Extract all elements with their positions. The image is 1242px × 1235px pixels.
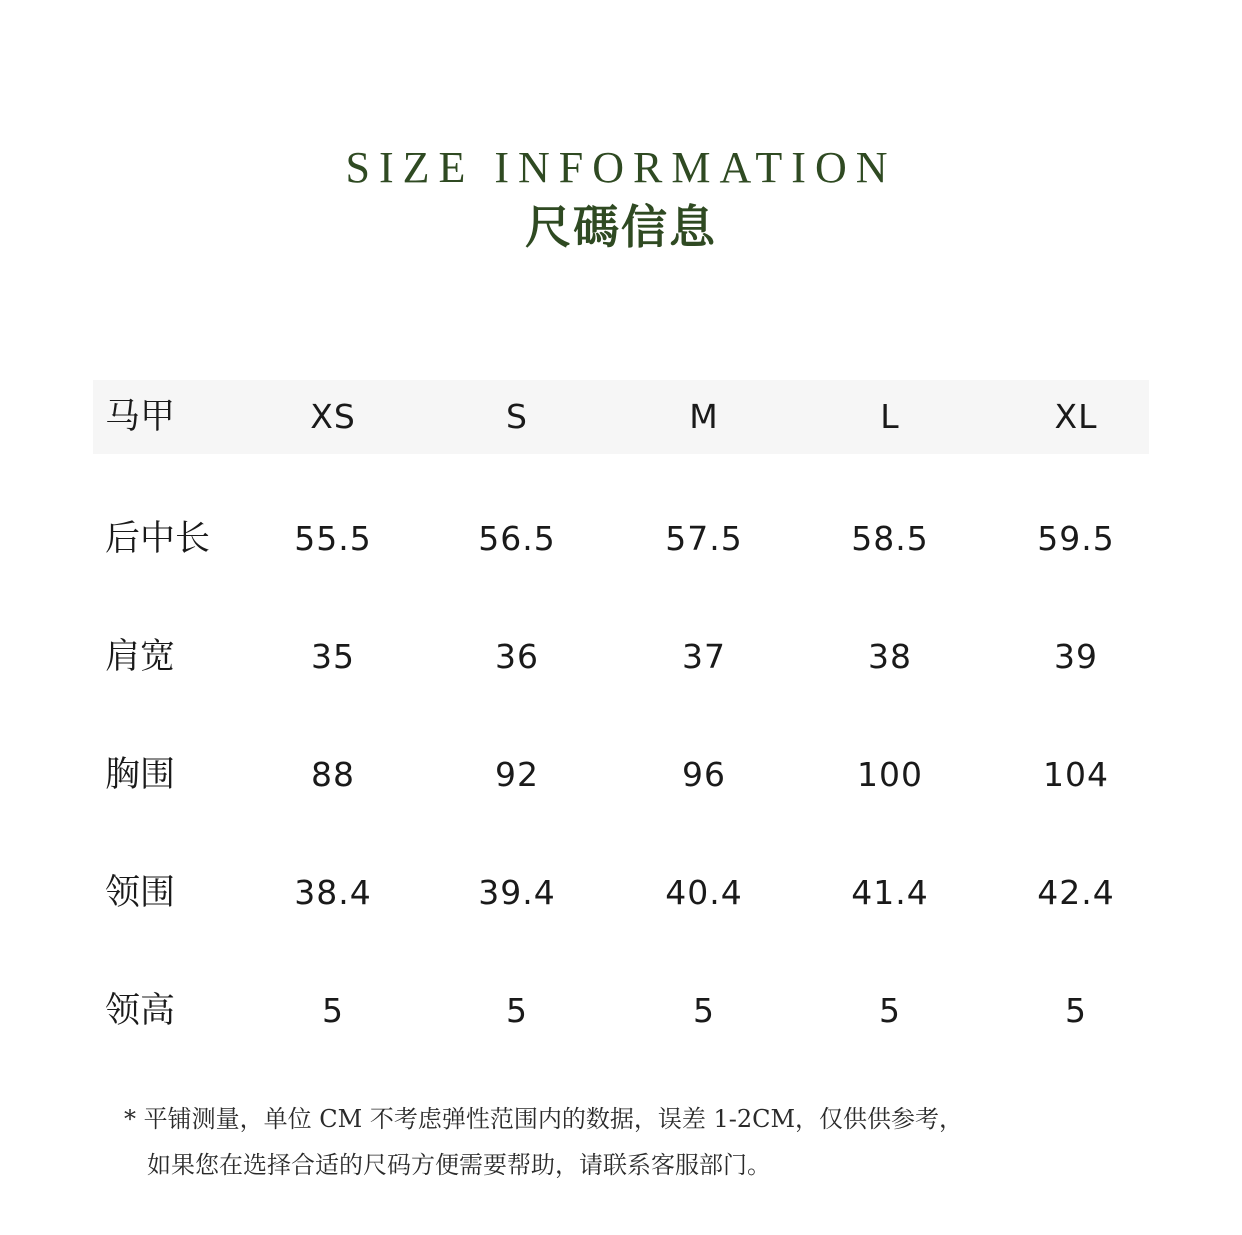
header-size-xl: XL xyxy=(1054,397,1098,436)
row-label: 肩宽 xyxy=(105,637,176,677)
table-row xyxy=(93,616,1149,734)
table-row xyxy=(93,970,1149,1088)
header-size-xs: XS xyxy=(310,397,356,436)
table-cell: 104 xyxy=(1043,755,1109,794)
table-row xyxy=(93,852,1149,970)
header-size-s: S xyxy=(506,397,528,436)
header-size-m: M xyxy=(689,397,719,436)
size-table-header-row xyxy=(93,380,1149,454)
table-cell: 42.4 xyxy=(1037,873,1115,912)
table-cell: 38 xyxy=(868,637,912,676)
table-cell: 59.5 xyxy=(1037,519,1115,558)
table-cell: 37 xyxy=(682,637,726,676)
row-label: 领高 xyxy=(105,991,176,1031)
note-line-2: 如果您在选择合适的尺码方便需要帮助，请联系客服部门。 xyxy=(147,1151,771,1179)
table-cell: 100 xyxy=(857,755,923,794)
title-english: SIZE INFORMATION xyxy=(345,143,897,192)
header-label: 马甲 xyxy=(105,397,176,437)
size-table xyxy=(93,380,1149,1088)
note-line-1: * 平铺测量，单位 CM 不考虑弹性范围内的数据，误差 1-2CM，仅供供参考， xyxy=(124,1105,964,1133)
row-label: 胸围 xyxy=(105,755,176,795)
table-cell: 5 xyxy=(1065,991,1087,1030)
table-cell: 58.5 xyxy=(851,519,929,558)
row-label: 后中长 xyxy=(105,519,211,559)
table-cell: 39 xyxy=(1054,637,1098,676)
table-cell: 88 xyxy=(311,755,355,794)
table-cell: 35 xyxy=(311,637,355,676)
table-cell: 5 xyxy=(693,991,715,1030)
table-cell: 40.4 xyxy=(665,873,743,912)
table-cell: 96 xyxy=(682,755,726,794)
measurement-note xyxy=(124,1096,1124,1188)
table-cell: 5 xyxy=(506,991,528,1030)
row-label: 领围 xyxy=(105,873,176,913)
header-size-l: L xyxy=(880,397,900,436)
table-row xyxy=(93,734,1149,852)
table-cell: 92 xyxy=(495,755,539,794)
table-row xyxy=(93,498,1149,616)
table-cell: 57.5 xyxy=(665,519,743,558)
table-cell: 36 xyxy=(495,637,539,676)
table-cell: 39.4 xyxy=(478,873,556,912)
table-cell: 38.4 xyxy=(294,873,372,912)
table-cell: 55.5 xyxy=(294,519,372,558)
table-cell: 5 xyxy=(879,991,901,1030)
table-cell: 41.4 xyxy=(851,873,929,912)
table-cell: 56.5 xyxy=(478,519,556,558)
table-cell: 5 xyxy=(322,991,344,1030)
title-chinese: 尺碼信息 xyxy=(525,200,717,254)
